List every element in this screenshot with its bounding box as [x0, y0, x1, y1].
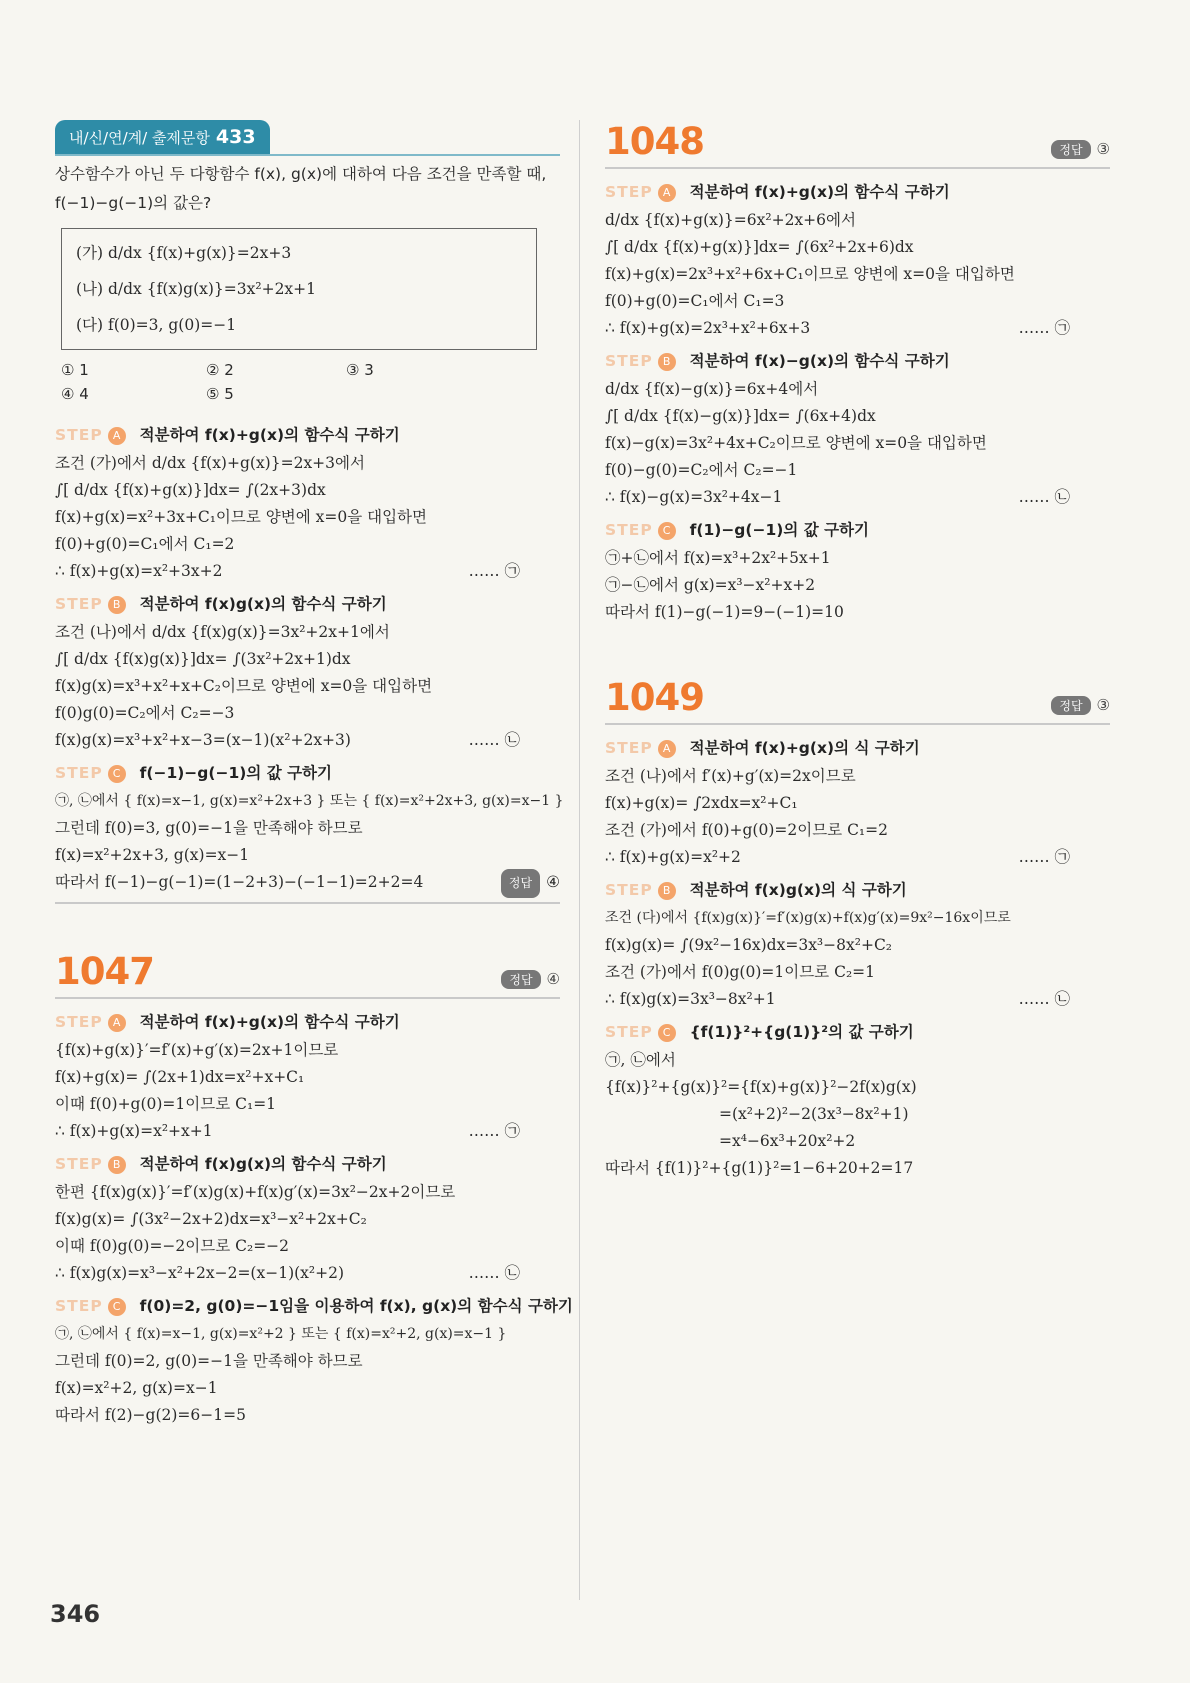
result-line: ∴ f(x)+g(x)=x²+3x+2 …… ㉠: [55, 558, 560, 585]
answer-value: ③: [1096, 140, 1110, 158]
step-c-header: STEP C {f(1)}²+{g(1)}²의 값 구하기: [605, 1023, 914, 1041]
equation-mark: …… ㉡: [468, 731, 520, 749]
solution-line: f(x)+g(x)= ∫(2x+1)dx=x²+x+C₁: [55, 1068, 305, 1086]
step-b-header: STEP B 적분하여 f(x)−g(x)의 함수식 구하기: [605, 352, 950, 370]
solution-line: f(x)g(x)= ∫(9x²−16x)dx=3x³−8x²+C₂: [605, 936, 893, 954]
answer-label: [1051, 696, 1110, 715]
solution-line: ∫[ d/dx {f(x)+g(x)}]dx= ∫(6x²+2x+6)dx: [605, 238, 914, 256]
solution-line: f(0)+g(0)=C₁에서 C₁=2: [55, 535, 235, 553]
result-line: ∴ f(x)g(x)=x³−x²+2x−2=(x−1)(x²+2) …… ㉡: [55, 1260, 560, 1287]
result-line: f(x)g(x)=x³+x²+x−3=(x−1)(x²+2x+3) …… ㉡: [55, 727, 560, 754]
step-a-header: STEP A 적분하여 f(x)+g(x)의 함수식 구하기: [605, 183, 950, 201]
solution-line: {f(x)}²+{g(x)}²={f(x)+g(x)}²−2f(x)g(x): [605, 1078, 917, 1096]
solution-line: f(0)g(0)=C₂에서 C₂=−3: [55, 704, 235, 722]
step-letter: A: [658, 740, 676, 758]
solution-line: 조건 (가)에서 f(0)+g(0)=2이므로 C₁=2: [605, 821, 888, 839]
answer-pill: 정답: [501, 970, 540, 989]
answer-pill: 정답: [1051, 696, 1090, 715]
problem-1047-header: [55, 950, 560, 999]
problem-1049-header: [605, 676, 1110, 725]
solution-line: 조건 (다)에서 {f(x)g(x)}′=f′(x)g(x)+f(x)g′(x)=9x²−16x이므로: [605, 910, 1011, 926]
solution-line: f(x)g(x)= ∫(3x²−2x+2)dx=x³−x²+2x+C₂: [55, 1210, 367, 1228]
solution-line: f(x)+g(x)=x²+3x+C₁이므로 양변에 x=0을 대입하면: [55, 508, 427, 526]
equation-mark: …… ㉡: [1018, 488, 1070, 506]
choice-2: ② 2: [206, 361, 234, 379]
step-letter: A: [658, 184, 676, 202]
condition-ga: (가) d/dx {f(x)+g(x)}=2x+3: [76, 244, 292, 262]
solution-line: {f(x)+g(x)}′=f′(x)+g′(x)=2x+1이므로: [55, 1041, 339, 1059]
solution-line: d/dx {f(x)−g(x)}=6x+4에서: [605, 380, 819, 398]
solution-line: d/dx {f(x)+g(x)}=6x²+2x+6에서: [605, 211, 856, 229]
step-b-header: STEP B 적분하여 f(x)g(x)의 식 구하기: [605, 881, 907, 899]
solution-line: 조건 (나)에서 f′(x)+g′(x)=2x이므로: [605, 767, 856, 785]
solution-line: ㉠+㉡에서 f(x)=x³+2x²+5x+1: [605, 549, 831, 567]
step-letter: C: [658, 1024, 676, 1042]
right-column: [605, 120, 1110, 1182]
solution-line: =x⁴−6x³+20x²+2: [719, 1132, 856, 1150]
equation-mark: …… ㉠: [1018, 319, 1070, 337]
solution-line: =(x²+2)²−2(3x³−8x²+1): [719, 1105, 909, 1123]
answer-value: ④: [546, 873, 560, 891]
solution-line: 따라서 f(2)−g(2)=6−1=5: [55, 1406, 246, 1424]
banner-label: 내/신/연/계/ 출제문항 433: [55, 120, 270, 154]
problem-number: 1048: [605, 120, 704, 163]
choice-1: ① 1: [61, 361, 89, 379]
solution-line: ∫[ d/dx {f(x)+g(x)}]dx= ∫(2x+3)dx: [55, 481, 326, 499]
solution-line: f(0)+g(0)=C₁에서 C₁=3: [605, 292, 785, 310]
condition-na: (나) d/dx {f(x)g(x)}=3x²+2x+1: [76, 280, 317, 298]
solution-line: f(x)=x²+2, g(x)=x−1: [55, 1379, 218, 1397]
solution-line: f(x)=x²+2x+3, g(x)=x−1: [55, 846, 250, 864]
step-letter: C: [108, 765, 126, 783]
step-a-header: STEP A 적분하여 f(x)+g(x)의 식 구하기: [605, 739, 920, 757]
step-letter: C: [108, 1298, 126, 1316]
answer-choices: [55, 358, 560, 406]
solution-line: ㉠, ㉡에서 { f(x)=x−1, g(x)=x²+2x+3 } 또는 { f(x)=x²+2x+3, g(x)=x−1 }: [55, 793, 564, 809]
question-line: f(−1)−g(−1)의 값은?: [55, 194, 212, 212]
question-line: 상수함수가 아닌 두 다항함수 f(x), g(x)에 대하여 다음 조건을 만족할 때,: [55, 165, 547, 183]
step-a-header: STEP A 적분하여 f(x)+g(x)의 함수식 구하기: [55, 426, 400, 444]
choice-5: ⑤ 5: [206, 385, 234, 403]
step-letter: A: [108, 1014, 126, 1032]
banner-number: 433: [215, 126, 256, 148]
final-answer-line: 따라서 f(−1)−g(−1)=(1−2+3)−(−1−1)=2+2=4 정답 ④: [55, 869, 560, 896]
related-problem-banner: [55, 120, 560, 156]
solution-line: ∫[ d/dx {f(x)−g(x)}]dx= ∫(6x+4)dx: [605, 407, 876, 425]
step-letter: B: [658, 353, 676, 371]
step-c-header: STEP C f(0)=2, g(0)=−1임을 이용하여 f(x), g(x)의 함수식 구하기: [55, 1297, 573, 1315]
step-letter: C: [658, 522, 676, 540]
solution-line: 조건 (가)에서 d/dx {f(x)+g(x)}=2x+3에서: [55, 454, 365, 472]
final-answer-line: 따라서 {f(1)}²+{g(1)}²=1−6+20+2=17: [605, 1159, 914, 1177]
step-letter: B: [658, 882, 676, 900]
solution-line: f(x)−g(x)=3x²+4x+C₂이므로 양변에 x=0을 대입하면: [605, 434, 987, 452]
step-c-header: STEP C f(−1)−g(−1)의 값 구하기: [55, 764, 332, 782]
problem-number: 1047: [55, 950, 154, 993]
solution-line: f(x)g(x)=x³+x²+x+C₂이므로 양변에 x=0을 대입하면: [55, 677, 433, 695]
answer-pill: 정답: [1051, 140, 1090, 159]
answer-value: ③: [1096, 696, 1110, 714]
choice-3: ③ 3: [346, 361, 374, 379]
problem-1048-header: [605, 120, 1110, 169]
equation-mark: …… ㉠: [1018, 848, 1070, 866]
solution-line: ㉠, ㉡에서: [605, 1051, 676, 1069]
solution-line: 이때 f(0)+g(0)=1이므로 C₁=1: [55, 1095, 277, 1113]
solution-line: f(0)−g(0)=C₂에서 C₂=−1: [605, 461, 798, 479]
condition-da: (다) f(0)=3, g(0)=−1: [76, 316, 237, 334]
step-b-header: STEP B 적분하여 f(x)g(x)의 함수식 구하기: [55, 1155, 387, 1173]
solution-line: ㉠, ㉡에서 { f(x)=x−1, g(x)=x²+2 } 또는 { f(x)=x²+2, g(x)=x−1 }: [55, 1326, 507, 1342]
solution-line: ∫[ d/dx {f(x)g(x)}]dx= ∫(3x²+2x+1)dx: [55, 650, 351, 668]
solution-line: ㉠−㉡에서 g(x)=x³−x²+x+2: [605, 576, 816, 594]
step-letter: A: [108, 427, 126, 445]
question-text: [55, 160, 560, 218]
conditions-box: [61, 228, 537, 350]
answer-pill: 정답: [501, 869, 540, 898]
solution-line: 그런데 f(0)=2, g(0)=−1을 만족해야 하므로: [55, 1352, 363, 1370]
step-b-header: STEP B 적분하여 f(x)g(x)의 함수식 구하기: [55, 595, 387, 613]
solution-line: 이때 f(0)g(0)=−2이므로 C₂=−2: [55, 1237, 290, 1255]
solution-line: 따라서 f(1)−g(−1)=9−(−1)=10: [605, 603, 844, 621]
equation-mark: …… ㉠: [468, 1122, 520, 1140]
answer-label: [1051, 140, 1110, 159]
answer-value: ④: [546, 970, 560, 988]
problem-number: 1049: [605, 676, 704, 719]
equation-mark: …… ㉠: [468, 562, 520, 580]
choice-4: ④ 4: [61, 385, 89, 403]
step-c-header: STEP C f(1)−g(−1)의 값 구하기: [605, 521, 870, 539]
step-a-header: STEP A 적분하여 f(x)+g(x)의 함수식 구하기: [55, 1013, 400, 1031]
solution-line: f(x)+g(x)= ∫2xdx=x²+C₁: [605, 794, 798, 812]
solution-line: 조건 (가)에서 f(0)g(0)=1이므로 C₂=1: [605, 963, 876, 981]
step-letter: B: [108, 596, 126, 614]
step-letter: B: [108, 1156, 126, 1174]
equation-mark: …… ㉡: [468, 1264, 520, 1282]
solution-line: 그런데 f(0)=3, g(0)=−1을 만족해야 하므로: [55, 819, 363, 837]
result-line: ∴ f(x)−g(x)=3x²+4x−1 …… ㉡: [605, 484, 1110, 511]
result-line: ∴ f(x)g(x)=3x³−8x²+1 …… ㉡: [605, 986, 1110, 1013]
solution-line: f(x)+g(x)=2x³+x²+6x+C₁이므로 양변에 x=0을 대입하면: [605, 265, 1015, 283]
result-line: ∴ f(x)+g(x)=2x³+x²+6x+3 …… ㉠: [605, 315, 1110, 342]
left-column: [55, 120, 573, 1429]
page-number: 346: [50, 1600, 101, 1628]
solution-line: 한편 {f(x)g(x)}′=f′(x)g(x)+f(x)g′(x)=3x²−2x+2이므로: [55, 1183, 456, 1201]
result-line: ∴ f(x)+g(x)=x²+x+1 …… ㉠: [55, 1118, 560, 1145]
solution-line: 조건 (나)에서 d/dx {f(x)g(x)}=3x²+2x+1에서: [55, 623, 390, 641]
result-line: ∴ f(x)+g(x)=x²+2 …… ㉠: [605, 844, 1110, 871]
equation-mark: …… ㉡: [1018, 990, 1070, 1008]
column-divider: [579, 120, 580, 1600]
answer-label: [501, 970, 560, 989]
